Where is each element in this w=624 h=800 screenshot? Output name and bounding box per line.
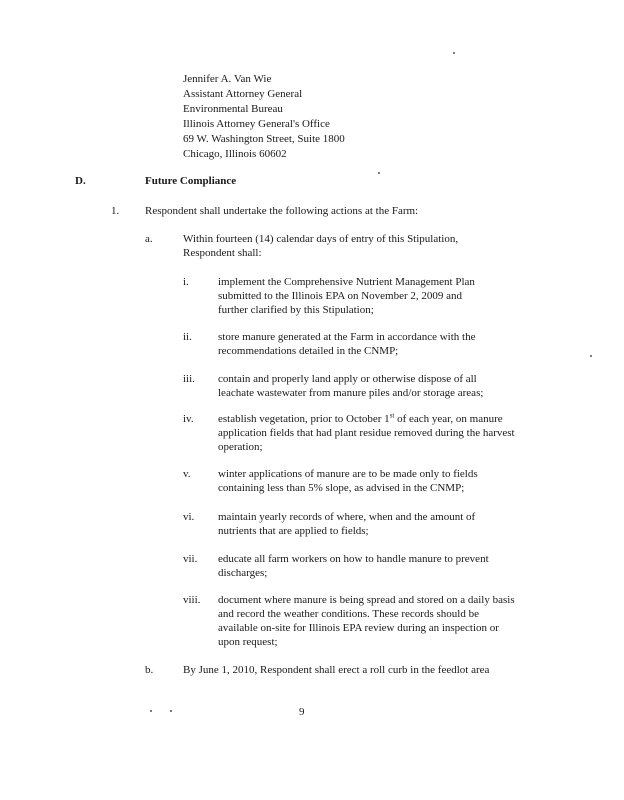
item-number: vi. [183,511,195,523]
item-text-line: submitted to the Illinois EPA on November 2, 2009 and [218,290,463,302]
item-text-line: discharges; [218,567,268,579]
item-number: iii. [183,373,195,385]
item-text-line: educate all farm workers on how to handle manure to prevent [218,553,489,565]
item-text-line: implement the Comprehensive Nutrient Management Plan [218,276,475,288]
item-text-line: recommendations detailed in the CNMP; [218,345,399,357]
subparagraph-text-line: By June 1, 2010, Respondent shall erect a roll curb in the feedlot area [183,664,490,676]
item-number: i. [183,276,189,288]
item-text-line: contain and properly land apply or otherwise dispose of all [218,373,477,385]
subparagraph-label: b. [145,664,154,676]
item-number: ii. [183,331,192,343]
item-text-line [218,412,503,426]
item-text-line: application fields that had plant residue removed during the harvest [218,427,515,439]
subparagraph-text-line: Respondent shall: [183,247,262,259]
address-line: Chicago, Illinois 60602 [183,148,287,160]
paragraph-number: 1. [111,205,120,217]
address-line: Environmental Bureau [183,103,283,115]
item-text-line: store manure generated at the Farm in accordance with the [218,331,476,343]
item-text-line: document where manure is being spread and stored on a daily basis [218,594,515,606]
page-number: 9 [299,706,305,718]
item-text-line: maintain yearly records of where, when and the amount of [218,511,476,523]
item-text-part: establish vegetation, prior to October 1 [218,413,390,425]
address-line: Assistant Attorney General [183,88,303,100]
item-number: vii. [183,553,198,565]
subparagraph-text-line: Within fourteen (14) calendar days of entry of this Stipulation, [183,233,459,245]
item-text-line: upon request; [218,636,278,648]
item-number: v. [183,468,191,480]
scan-speck [453,52,455,54]
scan-speck [378,172,380,174]
paragraph-text: Respondent shall undertake the following actions at the Farm: [145,205,419,217]
ordinal-superscript: st [389,411,395,420]
section-label: D. [75,175,86,187]
item-number: iv. [183,413,194,425]
item-text-line: and record the weather conditions. These records should be [218,608,479,620]
address-line: Jennifer A. Van Wie [183,73,272,85]
item-text-line: available on-site for Illinois EPA review during an inspection or [218,622,499,634]
item-text-part: of each year, on manure [394,413,503,425]
scan-speck [150,710,152,712]
item-text-line: containing less than 5% slope, as advised in the CNMP; [218,482,465,494]
scan-speck [590,355,592,357]
address-line: 69 W. Washington Street, Suite 1800 [183,133,345,145]
scan-speck [170,710,172,712]
section-title: Future Compliance [145,175,237,187]
item-text-line: operation; [218,441,263,453]
subparagraph-label: a. [145,233,153,245]
item-text-line: nutrients that are applied to fields; [218,525,369,537]
item-text-line: leachate wastewater from manure piles and/or storage areas; [218,387,484,399]
item-text-line: winter applications of manure are to be made only to fields [218,468,478,480]
item-number: viii. [183,594,201,606]
item-text-line: further clarified by this Stipulation; [218,304,374,316]
address-line: Illinois Attorney General's Office [183,118,330,130]
